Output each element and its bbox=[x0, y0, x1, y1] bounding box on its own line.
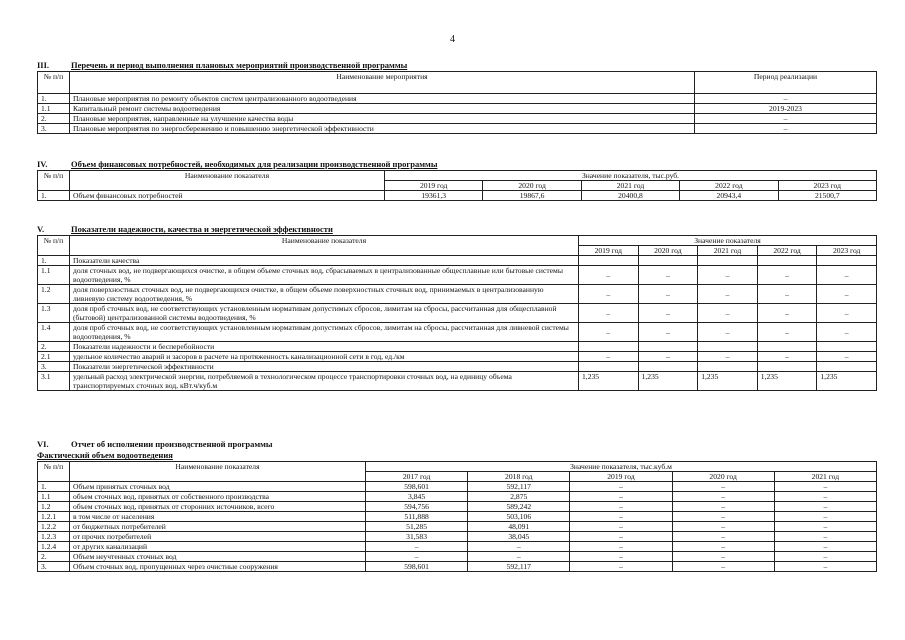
section-3-heading: Перечень и период выполнения плановых мероприятий производственной программы bbox=[71, 60, 408, 70]
value-cell: 20943,4 bbox=[680, 191, 778, 201]
col-header-indicator: Наименование показателя bbox=[70, 462, 366, 482]
value-cell: – bbox=[672, 482, 774, 492]
table-row bbox=[38, 114, 877, 124]
year-header: 2021 год bbox=[774, 472, 876, 482]
indicators-table bbox=[37, 235, 877, 391]
indicator-name: Показатели энергетической эффективности bbox=[70, 362, 579, 372]
section-6-title bbox=[37, 439, 877, 450]
row-number: 1.2 bbox=[38, 502, 70, 512]
year-header: 2023 год bbox=[778, 181, 876, 191]
year-header: 2023 год bbox=[817, 246, 877, 256]
value-cell: – bbox=[757, 352, 817, 362]
year-header: 2021 год bbox=[698, 246, 758, 256]
value-cell: – bbox=[468, 542, 570, 552]
value-cell bbox=[817, 362, 877, 372]
year-header: 2019 год bbox=[385, 181, 483, 191]
value-cell: 589,242 bbox=[468, 502, 570, 512]
value-cell bbox=[638, 256, 698, 266]
value-cell: – bbox=[757, 266, 817, 285]
year-header: 2017 год bbox=[366, 472, 468, 482]
indicator-name: от бюджетных потребителей bbox=[70, 522, 366, 532]
year-header: 2021 год bbox=[581, 181, 679, 191]
value-cell: 48,091 bbox=[468, 522, 570, 532]
col-header-measure-name: Наименование мероприятия bbox=[70, 72, 695, 94]
indicator-name: Объем сточных вод, пропущенных через очистные сооружения bbox=[70, 562, 366, 572]
indicator-name: Объем неучтенных сточных вод bbox=[70, 552, 366, 562]
year-header: 2022 год bbox=[757, 246, 817, 256]
table-row bbox=[38, 482, 877, 492]
measures-table bbox=[37, 71, 877, 134]
col-header-indicator: Наименование показателя bbox=[70, 171, 385, 191]
row-number: 1. bbox=[38, 94, 70, 104]
col-header-value: Значение показателя, тыс.куб.м bbox=[366, 462, 877, 472]
value-cell: – bbox=[638, 352, 698, 362]
table-row bbox=[38, 352, 877, 362]
table-row bbox=[38, 372, 877, 391]
table-row bbox=[38, 362, 877, 372]
value-cell: 3,845 bbox=[366, 492, 468, 502]
value-cell bbox=[698, 362, 758, 372]
value-cell: – bbox=[570, 482, 672, 492]
value-cell: – bbox=[638, 266, 698, 285]
value-cell: – bbox=[774, 532, 876, 542]
year-header: 2020 год bbox=[483, 181, 581, 191]
value-cell: 503,106 bbox=[468, 512, 570, 522]
section-5-heading: Показатели надежности, качества и энергетической эффективности bbox=[71, 224, 333, 234]
indicator-name: Показатели надежности и бесперебойности bbox=[70, 342, 579, 352]
year-header: 2018 год bbox=[468, 472, 570, 482]
value-cell: – bbox=[366, 552, 468, 562]
value-cell: – bbox=[817, 323, 877, 342]
indicator-name: доля проб сточных вод, не соответствующих установленным нормативам допустимых сбросов, лимитам на сбросы, рассчитанная для общесплавной (бытовой) централизованной системы водоотведения, % bbox=[70, 304, 579, 323]
value-cell: – bbox=[774, 522, 876, 532]
value-cell: 31,583 bbox=[366, 532, 468, 542]
value-cell: – bbox=[698, 304, 758, 323]
section-4-title bbox=[37, 159, 877, 170]
row-number: 1. bbox=[38, 256, 70, 266]
value-cell: – bbox=[570, 532, 672, 542]
value-cell: 20400,8 bbox=[581, 191, 679, 201]
col-header-num: № п/п bbox=[38, 171, 70, 191]
value-cell bbox=[757, 342, 817, 352]
value-cell: – bbox=[638, 285, 698, 304]
col-header-indicator: Наименование показателя bbox=[70, 236, 579, 256]
table-row bbox=[38, 522, 877, 532]
value-cell: – bbox=[638, 323, 698, 342]
value-cell: – bbox=[774, 542, 876, 552]
table-row bbox=[38, 285, 877, 304]
section-6-heading: Отчет об исполнении производственной программы bbox=[71, 439, 273, 449]
value-cell: – bbox=[579, 323, 639, 342]
value-cell: 38,045 bbox=[468, 532, 570, 542]
value-cell: – bbox=[570, 512, 672, 522]
section-4-heading: Объем финансовых потребностей, необходимых для реализации производственной программы bbox=[71, 159, 438, 169]
year-header: 2019 год bbox=[579, 246, 639, 256]
value-cell: 51,285 bbox=[366, 522, 468, 532]
col-header-period: Период реализации bbox=[695, 72, 877, 94]
table-row bbox=[38, 94, 877, 104]
row-number: 1.1 bbox=[38, 492, 70, 502]
indicator-name: удельное количество аварий и засоров в расчете на протяженность канализационной сети в год, ед./км bbox=[70, 352, 579, 362]
indicator-name: в том числе от населения bbox=[70, 512, 366, 522]
row-number: 3.1 bbox=[38, 372, 70, 391]
value-cell: – bbox=[757, 323, 817, 342]
value-cell: – bbox=[638, 304, 698, 323]
row-number: 1.2 bbox=[38, 285, 70, 304]
section-5 bbox=[37, 224, 877, 391]
section-5-title bbox=[37, 224, 877, 235]
row-number: 1.2.4 bbox=[38, 542, 70, 552]
section-4-number: IV. bbox=[37, 159, 48, 169]
row-number: 3. bbox=[38, 124, 70, 134]
row-number: 1.1 bbox=[38, 266, 70, 285]
value-cell: – bbox=[817, 352, 877, 362]
value-cell bbox=[579, 362, 639, 372]
value-cell: – bbox=[698, 285, 758, 304]
value-cell: – bbox=[698, 266, 758, 285]
measure-name: Плановые мероприятия по ремонту объектов систем централизованного водоотведения bbox=[70, 94, 695, 104]
indicator-name: Показатели качества bbox=[70, 256, 579, 266]
period-value: 2019-2023 bbox=[695, 104, 877, 114]
value-cell: – bbox=[672, 542, 774, 552]
table-row bbox=[38, 562, 877, 572]
value-cell bbox=[817, 342, 877, 352]
table-row bbox=[38, 104, 877, 114]
table-row bbox=[38, 304, 877, 323]
indicator-name: Объем финансовых потребностей bbox=[70, 191, 385, 201]
value-cell: – bbox=[570, 502, 672, 512]
table-row bbox=[38, 502, 877, 512]
value-cell bbox=[817, 256, 877, 266]
value-cell: – bbox=[468, 552, 570, 562]
indicator-name: доля поверхностных сточных вод, не подвергающихся очистке, в общем объеме поверхностных сточных вод, принимаемых в централизованную ливневую систему водоотведения, % bbox=[70, 285, 579, 304]
value-cell: – bbox=[817, 285, 877, 304]
year-header: 2020 год bbox=[672, 472, 774, 482]
col-header-num: № п/п bbox=[38, 72, 70, 94]
value-cell: 2,875 bbox=[468, 492, 570, 502]
value-cell: – bbox=[672, 512, 774, 522]
section-6-number: VI. bbox=[37, 439, 49, 449]
value-cell bbox=[579, 256, 639, 266]
value-cell: – bbox=[672, 502, 774, 512]
section-6 bbox=[37, 439, 877, 572]
period-value: – bbox=[695, 114, 877, 124]
value-cell: – bbox=[672, 492, 774, 502]
value-cell: – bbox=[570, 562, 672, 572]
value-cell bbox=[638, 362, 698, 372]
value-cell: 511,888 bbox=[366, 512, 468, 522]
table-row bbox=[38, 542, 877, 552]
row-number: 1. bbox=[38, 482, 70, 492]
value-cell bbox=[638, 342, 698, 352]
table-row bbox=[38, 532, 877, 542]
value-cell: – bbox=[698, 323, 758, 342]
table-row bbox=[38, 342, 877, 352]
value-cell: – bbox=[570, 542, 672, 552]
col-header-value: Значение показателя, тыс.руб. bbox=[385, 171, 877, 181]
value-cell bbox=[757, 256, 817, 266]
value-cell: – bbox=[579, 304, 639, 323]
table-row bbox=[38, 256, 877, 266]
value-cell: – bbox=[774, 562, 876, 572]
value-cell: 1,235 bbox=[817, 372, 877, 391]
table-row bbox=[38, 512, 877, 522]
period-value: – bbox=[695, 94, 877, 104]
value-cell: – bbox=[672, 562, 774, 572]
period-value: – bbox=[695, 124, 877, 134]
measure-name: Плановые мероприятия, направленные на улучшение качества воды bbox=[70, 114, 695, 124]
indicator-name: Объем принятых сточных вод bbox=[70, 482, 366, 492]
value-cell: – bbox=[570, 552, 672, 562]
col-header-num: № п/п bbox=[38, 236, 70, 256]
value-cell: – bbox=[579, 266, 639, 285]
indicator-name: доля проб сточных вод, не соответствующих установленным нормативам допустимых сбросов, лимитам на сбросы, рассчитанная для ливневой системы водоотведения, % bbox=[70, 323, 579, 342]
value-cell: – bbox=[757, 285, 817, 304]
value-cell: – bbox=[757, 304, 817, 323]
row-number: 2.1 bbox=[38, 352, 70, 362]
page-number: 4 bbox=[450, 34, 455, 45]
value-cell: 1,235 bbox=[757, 372, 817, 391]
value-cell: 21500,7 bbox=[778, 191, 876, 201]
table-row bbox=[38, 124, 877, 134]
value-cell: – bbox=[672, 532, 774, 542]
value-cell: 19361,3 bbox=[385, 191, 483, 201]
section-3 bbox=[37, 60, 877, 134]
value-cell: – bbox=[774, 492, 876, 502]
row-number: 3. bbox=[38, 362, 70, 372]
value-cell: – bbox=[774, 512, 876, 522]
table-row bbox=[38, 552, 877, 562]
row-number: 3. bbox=[38, 562, 70, 572]
value-cell: – bbox=[672, 522, 774, 532]
value-cell: 592,117 bbox=[468, 482, 570, 492]
value-cell bbox=[698, 256, 758, 266]
value-cell: – bbox=[570, 522, 672, 532]
row-number: 1.1 bbox=[38, 104, 70, 114]
section-6-subtitle: Фактический объем водоотведения bbox=[37, 450, 173, 460]
value-cell: – bbox=[817, 304, 877, 323]
row-number: 1.2.2 bbox=[38, 522, 70, 532]
row-number: 1.2.1 bbox=[38, 512, 70, 522]
value-cell: 19867,6 bbox=[483, 191, 581, 201]
section-5-number: V. bbox=[37, 224, 45, 234]
section-3-title bbox=[37, 60, 877, 71]
finance-table bbox=[37, 170, 877, 201]
value-cell: 598,601 bbox=[366, 562, 468, 572]
value-cell: 1,235 bbox=[638, 372, 698, 391]
indicator-name: объем сточных вод, принятых от сторонних источников, всего bbox=[70, 502, 366, 512]
table-row bbox=[38, 266, 877, 285]
measure-name: Плановые мероприятия по энергосбережению и повышению энергетической эффективности bbox=[70, 124, 695, 134]
row-number: 1.4 bbox=[38, 323, 70, 342]
value-cell: – bbox=[774, 552, 876, 562]
table-row bbox=[38, 191, 877, 201]
indicator-name: объем сточных вод, принятых от собственного производства bbox=[70, 492, 366, 502]
value-cell: 1,235 bbox=[579, 372, 639, 391]
row-number: 2. bbox=[38, 114, 70, 124]
value-cell: – bbox=[817, 266, 877, 285]
value-cell: – bbox=[579, 285, 639, 304]
value-cell: 594,756 bbox=[366, 502, 468, 512]
value-cell: 1,235 bbox=[698, 372, 758, 391]
row-number: 1. bbox=[38, 191, 70, 201]
indicator-name: от других канализаций bbox=[70, 542, 366, 552]
value-cell bbox=[698, 342, 758, 352]
row-number: 2. bbox=[38, 552, 70, 562]
value-cell: 592,117 bbox=[468, 562, 570, 572]
col-header-value: Значение показателя bbox=[579, 236, 877, 246]
year-header: 2019 год bbox=[570, 472, 672, 482]
value-cell: – bbox=[579, 352, 639, 362]
value-cell bbox=[757, 362, 817, 372]
table-row bbox=[38, 323, 877, 342]
value-cell bbox=[579, 342, 639, 352]
value-cell: – bbox=[672, 552, 774, 562]
value-cell: – bbox=[570, 492, 672, 502]
value-cell: – bbox=[366, 542, 468, 552]
value-cell: – bbox=[774, 482, 876, 492]
row-number: 1.2.3 bbox=[38, 532, 70, 542]
value-cell: – bbox=[774, 502, 876, 512]
measure-name: Капитальный ремонт системы водоотведения bbox=[70, 104, 695, 114]
year-header: 2022 год bbox=[680, 181, 778, 191]
indicator-name: от прочих потребителей bbox=[70, 532, 366, 542]
row-number: 1.3 bbox=[38, 304, 70, 323]
indicator-name: удельный расход электрической энергии, потребляемой в технологическом процессе транспортировки сточных вод, на единицу объема транспортируемых сточных вод, кВт.ч/куб.м bbox=[70, 372, 579, 391]
section-4 bbox=[37, 159, 877, 201]
value-cell: – bbox=[698, 352, 758, 362]
year-header: 2020 год bbox=[638, 246, 698, 256]
table-row bbox=[38, 492, 877, 502]
indicator-name: доля сточных вод, не подвергающихся очистке, в общем объеме сточных вод, сбрасываемых в централизованные общесплавные или бытовые системы водоотведения, % bbox=[70, 266, 579, 285]
report-table bbox=[37, 461, 877, 572]
section-3-number: III. bbox=[37, 60, 50, 70]
value-cell: 598,601 bbox=[366, 482, 468, 492]
row-number: 2. bbox=[38, 342, 70, 352]
col-header-num: № п/п bbox=[38, 462, 70, 482]
